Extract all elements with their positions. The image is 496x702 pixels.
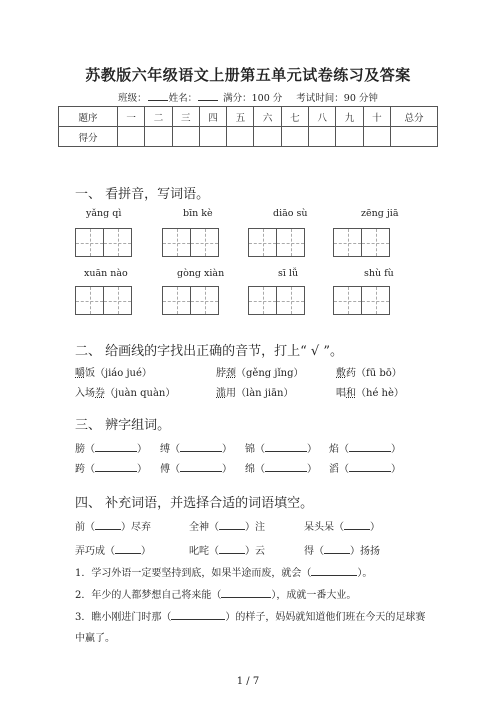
item-text: （hé hè） xyxy=(356,388,404,399)
answer-blank[interactable] xyxy=(219,519,245,530)
answer-blank[interactable] xyxy=(324,543,350,554)
answer-blank[interactable] xyxy=(219,543,245,554)
item-text: 脖 xyxy=(216,368,226,379)
marked-char: 颈 xyxy=(226,368,236,379)
paren: ） xyxy=(391,444,401,455)
answer-blank[interactable] xyxy=(180,461,222,472)
word-group-item[interactable] xyxy=(75,460,147,475)
idiom-text: 前（ xyxy=(75,522,95,533)
sentence-text: 3．瞧小刚进门时那（ xyxy=(75,612,172,623)
char: 绵 xyxy=(245,464,255,475)
answer-blank[interactable] xyxy=(180,441,222,452)
char: 膀 xyxy=(75,444,85,455)
pronunciation-item[interactable] xyxy=(216,364,303,379)
idiom-text: 呆头呆（ xyxy=(304,522,344,533)
pinyin-label: xuān nào xyxy=(84,268,128,279)
paren: ） xyxy=(137,464,147,475)
score-header-cell: 七 xyxy=(281,107,308,127)
marked-char: 和 xyxy=(346,388,356,399)
paren: ） xyxy=(222,464,232,475)
char: 傅 xyxy=(160,464,170,475)
sentence-text: ），成就一番大业。 xyxy=(271,590,357,601)
pinyin-label: gòng xiàn xyxy=(177,268,225,279)
score-cell[interactable] xyxy=(309,127,336,147)
word-group-item[interactable] xyxy=(245,460,317,475)
paren: （ xyxy=(255,464,265,475)
word-group-item[interactable] xyxy=(160,440,232,455)
score-cell[interactable] xyxy=(172,127,199,147)
score-header-cell: 十 xyxy=(363,107,390,127)
score-table-header-row xyxy=(59,107,438,127)
score-header-cell: 二 xyxy=(145,107,172,127)
name-blank xyxy=(198,91,218,101)
paren: ） xyxy=(137,444,147,455)
idiom-item[interactable] xyxy=(189,542,265,557)
word-group-item[interactable] xyxy=(245,440,317,455)
item-text: 入场 xyxy=(75,388,95,399)
pinyin-label: shù fù xyxy=(364,268,394,279)
paren: （ xyxy=(339,464,349,475)
marked-char: 敷 xyxy=(336,368,346,379)
answer-blank[interactable] xyxy=(95,461,137,472)
section3-heading: 三、 辨字组词。 xyxy=(75,418,171,433)
pinyin-label: zēng jiā xyxy=(361,208,399,219)
idiom-text: 得（ xyxy=(304,546,324,557)
paren: ） xyxy=(391,464,401,475)
answer-blank[interactable] xyxy=(95,441,137,452)
sentence-3 xyxy=(75,608,425,623)
writing-grid[interactable] xyxy=(248,228,305,257)
sentence-text: ）。 xyxy=(357,568,373,579)
word-group-item[interactable] xyxy=(75,440,147,455)
item-text: 用（làn jiān） xyxy=(226,388,294,399)
marked-char: 券 xyxy=(95,388,105,399)
answer-blank[interactable] xyxy=(171,609,225,620)
exam-info xyxy=(0,90,496,104)
score-cell[interactable] xyxy=(336,127,363,147)
item-text: （gěng jǐng） xyxy=(236,368,304,379)
paren: ） xyxy=(222,444,232,455)
answer-blank[interactable] xyxy=(115,543,141,554)
char: 滔 xyxy=(329,464,339,475)
idiom-text: ）云 xyxy=(245,546,265,557)
score-table-score-row xyxy=(59,127,438,147)
idiom-text: 弄巧成（ xyxy=(75,546,115,557)
sentence-3-continued: 中赢了。 xyxy=(75,633,115,644)
answer-blank[interactable] xyxy=(265,441,307,452)
score-header-cell: 六 xyxy=(254,107,281,127)
char: 锦 xyxy=(245,444,255,455)
sentence-2 xyxy=(75,586,356,601)
score-cell[interactable] xyxy=(199,127,226,147)
class-blank xyxy=(148,91,168,101)
paren: （ xyxy=(85,464,95,475)
section1-heading: 一、 看拼音，写词语。 xyxy=(75,187,210,202)
idiom-text: ） xyxy=(141,546,151,557)
item-text: 药（fū bō） xyxy=(346,368,402,379)
score-header-cell: 八 xyxy=(309,107,336,127)
idiom-item[interactable] xyxy=(304,542,380,557)
paren: （ xyxy=(170,444,180,455)
idiom-text: ） xyxy=(370,522,380,533)
sentence-text: 1．学习外语一定要坚持到底，如果半途而废，就会（ xyxy=(75,568,312,579)
score-cell[interactable] xyxy=(391,127,438,147)
answer-blank[interactable] xyxy=(349,461,391,472)
marked-char: 滥 xyxy=(216,388,226,399)
idiom-item[interactable] xyxy=(75,542,151,557)
marked-char: 嚼 xyxy=(75,368,85,379)
item-text: （juàn quàn） xyxy=(105,388,176,399)
paren: （ xyxy=(339,444,349,455)
writing-grid[interactable] xyxy=(75,286,132,315)
answer-blank[interactable] xyxy=(95,519,121,530)
score-row-label: 得分 xyxy=(59,127,118,147)
pronunciation-item[interactable] xyxy=(216,384,293,399)
idiom-text: 叱咤（ xyxy=(189,546,219,557)
section4-heading: 四、 补充词语，并选择合适的词语填空。 xyxy=(75,496,314,511)
idiom-item[interactable] xyxy=(75,518,151,533)
idiom-text: ）扬扬 xyxy=(350,546,380,557)
item-text: 唱 xyxy=(336,388,346,399)
pinyin-label: sī lǚ xyxy=(278,268,299,279)
pinyin-label: diāo sù xyxy=(273,208,308,219)
char: 焰 xyxy=(329,444,339,455)
pronunciation-item[interactable] xyxy=(75,364,152,379)
idiom-item[interactable] xyxy=(304,518,380,533)
paren: （ xyxy=(85,444,95,455)
score-cell[interactable] xyxy=(281,127,308,147)
idiom-item[interactable] xyxy=(189,518,265,533)
writing-grid[interactable] xyxy=(333,228,390,257)
score-header-cell: 四 xyxy=(199,107,226,127)
pinyin-label: bīn kè xyxy=(183,208,213,219)
idiom-text: ）注 xyxy=(245,522,265,533)
pronunciation-item[interactable] xyxy=(336,384,404,399)
pronunciation-item[interactable] xyxy=(75,384,175,399)
writing-grid[interactable] xyxy=(248,286,305,315)
paren: （ xyxy=(255,444,265,455)
score-header-cell: 总分 xyxy=(391,107,438,127)
word-group-item[interactable] xyxy=(160,460,232,475)
char: 跨 xyxy=(75,464,85,475)
score-header-cell: 三 xyxy=(172,107,199,127)
section2-heading: 二、 给画线的字找出正确的音节，打上“ √ ”。 xyxy=(75,344,343,359)
score-cell[interactable] xyxy=(118,127,145,147)
score-cell[interactable] xyxy=(363,127,390,147)
score-header-cell: 题序 xyxy=(59,107,118,127)
word-group-item[interactable] xyxy=(329,440,401,455)
answer-blank[interactable] xyxy=(311,565,357,576)
sentence-text: ）的样子，妈妈就知道他们班在今天的足球赛 xyxy=(225,612,426,623)
answer-blank[interactable] xyxy=(344,519,370,530)
writing-grid[interactable] xyxy=(162,228,219,257)
writing-grid[interactable] xyxy=(333,286,390,315)
score-header-cell: 一 xyxy=(118,107,145,127)
sentence-text: 2．年少的人都梦想自己将来能（ xyxy=(75,590,222,601)
answer-blank[interactable] xyxy=(265,461,307,472)
paren: （ xyxy=(170,464,180,475)
score-cell[interactable] xyxy=(254,127,281,147)
idiom-text: ）尽弃 xyxy=(121,522,151,533)
writing-grid[interactable] xyxy=(75,228,132,257)
idiom-text: 全神（ xyxy=(189,522,219,533)
page-number: 1 / 7 xyxy=(236,676,260,687)
writing-grid[interactable] xyxy=(162,286,219,315)
exam-time: 考试时间：90 分钟 xyxy=(296,93,378,104)
score-cell[interactable] xyxy=(145,127,172,147)
item-text: 饭（jiáo jué） xyxy=(85,368,152,379)
char: 缚 xyxy=(160,444,170,455)
name-label: 姓名： xyxy=(168,93,198,104)
answer-blank[interactable] xyxy=(221,587,271,598)
page-title: 苏教版六年级语文上册第五单元试卷练习及答案 xyxy=(85,66,411,84)
score-header-cell: 九 xyxy=(336,107,363,127)
paren: ） xyxy=(307,444,317,455)
score-cell[interactable] xyxy=(227,127,254,147)
class-label: 班级： xyxy=(118,93,147,104)
full-score: 满分：100 分 xyxy=(223,93,283,104)
pronunciation-item[interactable] xyxy=(336,364,402,379)
word-group-item[interactable] xyxy=(329,460,401,475)
sentence-1 xyxy=(75,564,372,579)
score-header-cell: 五 xyxy=(227,107,254,127)
answer-blank[interactable] xyxy=(349,441,391,452)
score-table xyxy=(58,106,438,147)
pinyin-label: yǎng qì xyxy=(86,208,122,219)
paren: ） xyxy=(307,464,317,475)
